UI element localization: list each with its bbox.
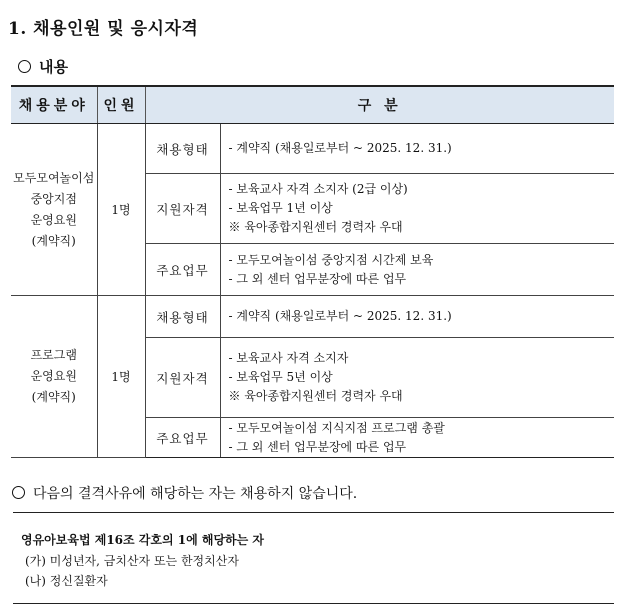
field-line: 운영요원 [30,212,77,227]
disqualification-notice-text: 다음의 결격사유에 해당하는 자는 채용하지 않습니다. [33,486,358,502]
subsection-heading-text: 내용 [39,58,68,76]
header-category: 구 분 [145,86,614,124]
field-line: 모두모여놀이섬 [13,170,95,185]
description-line: - 보육업무 1년 이상 [228,201,333,215]
description-cell [220,338,614,418]
description-line: - 보육교사 자격 소지자 (2급 이상) [228,182,408,196]
description-cell [220,296,614,338]
description-line: - 보육교사 자격 소지자 [228,351,349,365]
subsection-heading [18,56,68,77]
disqualification-title: 영유아보육법 제16조 각호의 1에 해당하는 자 [21,533,265,547]
category-cell: 채용형태 [145,296,220,338]
field-line: 프로그램 [30,348,77,362]
description-line: - 보육업무 5년 이상 [228,370,333,384]
description-cell [220,244,614,296]
disqualification-item: (가) 미성년자, 금치산자 또는 한정치산자 [25,554,239,568]
description-line: - 그 외 센터 업무분장에 따른 업무 [228,271,407,286]
description-line: - 모두모여놀이섬 지식지점 프로그램 총괄 [228,420,445,435]
description-line: ※ 육아종합지원센터 경력자 우대 [228,389,403,403]
recruitment-table [11,85,614,458]
category-cell: 주요업무 [145,418,220,458]
section-heading: 1. 채용인원 및 응시자격 [8,19,199,39]
circle-bullet-icon [18,60,31,73]
category-cell: 지원자격 [145,174,220,244]
category-cell: 지원자격 [145,338,220,418]
description-cell [220,124,614,174]
field-line: 중앙지점 [30,191,77,206]
disqualification-notice [12,483,357,503]
description-line: - 모두모여놀이섬 중앙지점 시간제 보육 [228,252,434,267]
category-cell: 채용형태 [145,124,220,174]
table-header-row [11,86,614,124]
description-cell [220,174,614,244]
table-row [11,296,614,338]
disqualification-item: (나) 정신질환자 [25,574,108,588]
description-line: - 계약직 (채용일로부터 ~ 2025. 12. 31.) [228,141,452,155]
header-field: 채용분야 [11,86,97,124]
description-cell [220,418,614,458]
field-line: (계약직) [31,233,76,248]
field-cell [11,124,97,296]
count-cell: 1명 [97,124,145,296]
field-line: 운영요원 [30,369,77,383]
description-line: - 계약직 (채용일로부터 ~ 2025. 12. 31.) [228,309,452,323]
description-line: - 그 외 센터 업무분장에 따른 업무 [228,439,407,454]
table-row [11,124,614,174]
field-cell [11,296,97,458]
circle-bullet-icon [12,486,25,499]
description-line: ※ 육아종합지원센터 경력자 우대 [228,220,403,234]
category-cell: 주요업무 [145,244,220,296]
count-cell: 1명 [97,296,145,458]
header-count: 인원 [97,86,145,124]
disqualification-box [13,512,614,604]
field-line: (계약직) [31,390,76,404]
